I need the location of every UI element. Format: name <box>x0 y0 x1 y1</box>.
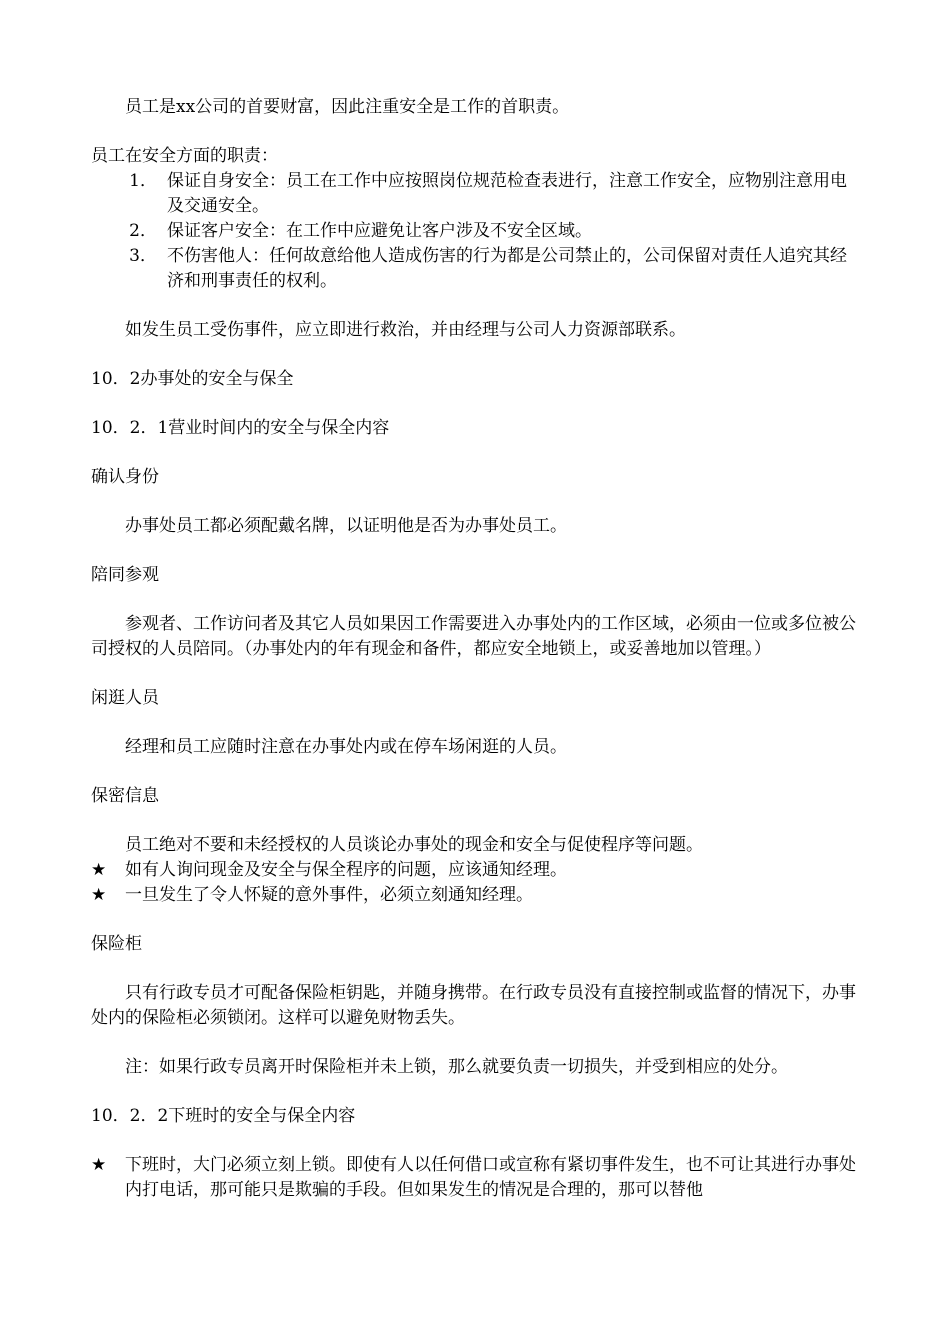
safe-paragraph: 只有行政专员才可配备保险柜钥匙，并随身携带。在行政专员没有直接控制或监督的情况下，办事处内的保险柜必须锁闭。这样可以避免财物丢失。 <box>91 983 856 1028</box>
document-page <box>91 95 861 1203</box>
star-icon: ★ <box>91 860 107 880</box>
identity-heading: 确认身份 <box>91 467 159 487</box>
safe-heading: 保险柜 <box>91 934 142 954</box>
injury-note: 如发生员工受伤事件，应立即进行救治，并由经理与公司人力资源部联系。 <box>125 320 686 340</box>
list-number: 2． <box>129 221 157 241</box>
confidential-paragraph: 员工绝对不要和未经授权的人员谈论办事处的现金和安全与促使程序等问题。 <box>125 835 703 855</box>
star-icon: ★ <box>91 1155 107 1175</box>
list-item-text: 保证客户安全：在工作中应避免让客户涉及不安全区域。 <box>167 221 592 241</box>
list-number: 1． <box>129 171 157 191</box>
identity-paragraph: 办事处员工都必须配戴名牌，以证明他是否为办事处员工。 <box>125 516 567 536</box>
loiter-paragraph: 经理和员工应随时注意在办事处内或在停车场闲逛的人员。 <box>125 737 567 757</box>
safe-note: 注：如果行政专员离开时保险柜并未上锁，那么就要负责一切损失，并受到相应的处分。 <box>125 1057 788 1077</box>
list-item-text: 下班时，大门必须立刻上锁。即使有人以任何借口或宣称有紧切事件发生，也不可让其进行办事处内打电话，那可能只是欺骗的手段。但如果发生的情况是合理的，那可以替他 <box>125 1155 856 1200</box>
duties-list <box>91 169 861 294</box>
escort-paragraph: 参观者、工作访问者及其它人员如果因工作需要进入办事处内的工作区域，必须由一位或多位被公司授权的人员陪同。（办事处内的年有现金和备件，都应安全地锁上，或妥善地加以管理。） <box>91 614 856 659</box>
list-item <box>91 1153 861 1203</box>
list-item <box>91 244 861 294</box>
subsection-heading: 10．2．2下班时的安全与保全内容 <box>91 1106 356 1126</box>
escort-heading: 陪同参观 <box>91 565 159 585</box>
list-item-text: 如有人询问现金及安全与保全程序的问题，应该通知经理。 <box>125 860 567 880</box>
loiter-heading: 闲逛人员 <box>91 688 159 708</box>
intro-paragraph: 员工是xx公司的首要财富，因此注重安全是工作的首职责。 <box>125 97 570 117</box>
list-item <box>91 219 861 244</box>
list-item-text: 保证自身安全：员工在工作中应按照岗位规范检查表进行，注意工作安全，应物别注意用电及交通安全。 <box>167 171 847 216</box>
list-item-text: 不伤害他人：任何故意给他人造成伤害的行为都是公司禁止的，公司保留对责任人追究其经济和刑事责任的权利。 <box>167 246 847 291</box>
list-item <box>91 883 861 908</box>
duties-heading: 员工在安全方面的职责： <box>91 146 278 166</box>
section-heading: 10．2办事处的安全与保全 <box>91 369 294 389</box>
list-item-text: 一旦发生了令人怀疑的意外事件，必须立刻通知经理。 <box>125 885 533 905</box>
list-item <box>91 858 861 883</box>
subsection-heading: 10．2．1营业时间内的安全与保全内容 <box>91 418 390 438</box>
list-item <box>91 169 861 219</box>
list-number: 3． <box>129 246 157 266</box>
confidential-heading: 保密信息 <box>91 786 159 806</box>
star-icon: ★ <box>91 885 107 905</box>
